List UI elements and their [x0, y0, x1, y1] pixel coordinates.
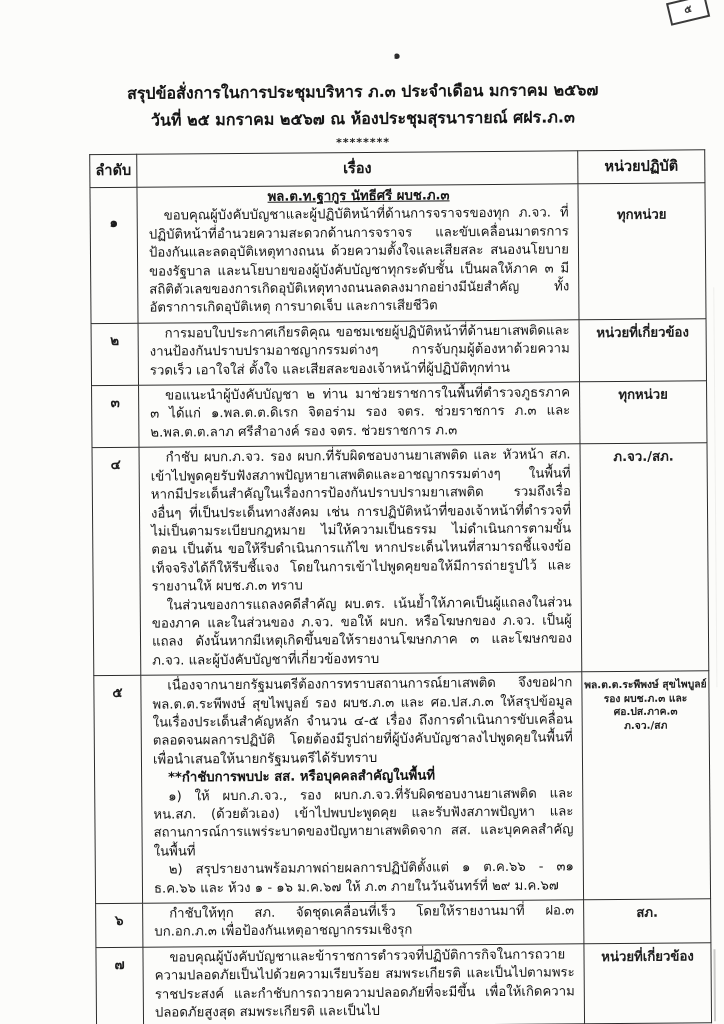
commander-heading: พล.ต.ท.ฐากูร นัทธีศรี ผบช.ภ.๓: [267, 188, 450, 205]
row-number: ๒: [91, 323, 138, 386]
row-subject: [137, 184, 579, 323]
divider-stars: ********: [336, 135, 391, 150]
unit-line: หน่วยที่เกี่ยวข้อง: [601, 949, 694, 965]
scan-artifact-line: [713, 949, 715, 1021]
subject-paragraph: ขอบคุณผู้บังคับบัญชาและข้าราชการตำรวจที่ปฏิบัติการกิจในการถวายความปลอดภัยเป็นไปด้วยความเรียบร้อย สมพระเกียรติ และเป็นไปตามพระราชประสงค์ และกำชับการถวายความปลอดภัยที่จะมีขึ้น เพื่อให้เกิดความปลอดภัยสูงสุด สมพระเกียรติ และเป็นไป: [154, 947, 575, 1021]
row-number: ๕: [94, 675, 143, 903]
row-subject: [141, 672, 584, 903]
column-header-no: ลำดับ: [90, 154, 137, 187]
subject-paragraph: ในส่วนของการแถลงคดีสำคัญ ผบ.ตร. เน้นย้ำให้ภาคเป็นผู้แถลงในส่วนของภาค และในส่วนของ ภ.จว. ขอให้ ผบก. หรือโฆษกของ ภ.จว. เป็นผู้แถลง ดังนั้นหากมีเหตุเกิดขึ้นขอให้รายงานโฆษกภาค ๓ และโฆษกของ ภ.จว. และผู้บังคับบัญชาที่เกี่ยวข้องทราบ: [151, 594, 573, 669]
corner-stamp: [666, 0, 710, 26]
document-subtitle: วันที่ ๒๕ มกราคม ๒๕๖๗ ณ ห้องประชุมสุรนารายณ์ ศฝร.ภ.๓: [150, 107, 575, 130]
row-subject: [138, 320, 579, 386]
row-subject: [143, 944, 585, 1024]
table-row: [94, 671, 711, 904]
table-row: [92, 443, 709, 676]
column-header-subject: เรื่อง: [137, 151, 578, 187]
row-unit: [584, 943, 712, 1024]
subject-paragraph: กำชับ ผบก.ภ.จว. รอง ผบก.ที่รับผิดชอบงานยาเสพติด และ หัวหน้า สภ. เข้าไปพูดคุยรับฟังสภาพปัญหายาเสพติดและอาชญากรรมต่างๆ ในพื้นที่ หากมีประเด็นสำคัญในเรื่องการป้องกันปราบปรามยาเสพติด รวมถึงเรื่องอื่นๆ ที่เป็นประเด็นทางสังคม เช่น การปฏิบัติหน้าที่ของเจ้าหน้าที่ตำรวจที่ไม่เป็นตามระเบียบกฎหมาย ไม่ให้ความเป็นธรรม ไม่ดำเนินการตามขั้นตอน เป็นต้น ขอให้รีบดำเนินการแก้ไข หากประเด็นไหนที่สามารถชี้แจงข้อเท็จจริงได้ก็ให้รีบชี้แจง โดยในการเข้าไปพูดคุยขอให้มีการถ่ายรูปไว้ และรายงานให้ ผบช.ภ.๓ ทราบ: [150, 447, 572, 595]
row-subject: [139, 382, 580, 448]
unit-line: ทุกหน่วย: [616, 207, 667, 224]
subject-paragraph: เนื่องจากนายกรัฐมนตรีต้องการทราบสถานการณ์ยาเสพติด จึงขอฝาก พล.ต.ต.ระพีพงษ์ สุขไพบูลย์ รอง ผบช.ภ.๓ และ ศอ.ปส.ภ.๓ ให้สรุปข้อมูลในเรื่องประเด็นสำคัญหลัก จำนวน ๔-๕ เรื่อง ถึงการดำเนินการขับเคลื่อนตลอดจนผลการปฏิบัติ โดยต้องมีรูปถ่ายที่ผู้บังคับบัญชาลงไปพูดคุยในพื้นที่ เพื่อนำเสนอให้นายกรัฐมนตรีได้รับทราบ: [152, 675, 573, 768]
corner-stamp-label: ๕: [683, 3, 694, 17]
row-subject: [139, 444, 582, 675]
unit-line: พล.ต.ต.ระพีพงษ์ สุขไพบูลย์: [584, 678, 707, 692]
row-number: ๗: [96, 947, 144, 1024]
row-unit: [580, 381, 707, 444]
unit-line: ภ.จว./สภ: [624, 719, 668, 732]
table-row: [90, 183, 706, 324]
subject-paragraph: การมอบใบประกาศเกียรติคุณ ขอชมเชยผู้ปฏิบัติหน้าที่ด้านยาเสพติดและงานป้องกันปราบปรามอาชญากรรมต่างๆ การจับกุมผู้ต้องหาด้วยความรวดเร็ว เอาใจใส่ ตั้งใจ และเสียสละของเจ้าหน้าที่ผู้ปฏิบัติทุกท่าน: [149, 323, 570, 379]
subject-paragraph: ๑) ให้ ผบก.ภ.จว., รอง ผบก.ภ.จว.ที่รับผิดชอบงานยาเสพติด และ หน.สภ. (ด้วยตัวเอง) เข้าไปพบปะพูดคุย และรับฟังสภาพปัญหา และสถานการณ์การแพร่ระบาดของปัญหายาเสพติดจาก สส. และบุคคลสำคัญในพื้นที่: [153, 785, 574, 860]
column-header-unit: หน่วยปฏิบัติ: [578, 150, 705, 184]
table-header-row: [90, 150, 705, 188]
table-row: [96, 899, 711, 948]
scan-artifact-line-faint: [713, 287, 717, 687]
row-unit: [580, 443, 709, 672]
unit-line: สภ.: [636, 905, 659, 921]
subject-paragraph: กำชับให้ทุก สภ. จัดชุดเคลื่อนที่เร็ว โดยให้รายงานมาที่ ฝอ.๓ บก.อก.ภ.๓ เพื่อป้องกันเหตุอาชญากรรมเชิงรุก: [154, 903, 575, 941]
subject-paragraph: ขอแนะนำผู้บังคับบัญชา ๒ ท่าน มาช่วยราชการในพื้นที่ตำรวจภูธรภาค ๓ ได้แก่ ๑.พล.ต.ต.ดิเรก จิตอร่าม รอง จตร. ช่วยราชการ ภ.๓ และ ๒.พล.ต.ต.ลาภ ศรีสำอางค์ รอง จตร. ช่วยราชการ ภ.๓: [150, 385, 571, 441]
row-unit: [584, 899, 711, 944]
unit-line: ทุกหน่วย: [618, 387, 668, 404]
row-number: ๖: [96, 903, 143, 947]
orders-table: [89, 149, 712, 1024]
row-unit: [579, 319, 706, 382]
unit-line: ศอ.ปส.ภาค.๓: [613, 705, 678, 719]
subject-paragraph: ขอบคุณผู้บังคับบัญชาและผู้ปฏิบัติหน้าที่ด้านการจราจรของทุก ภ.จว. ที่ปฏิบัติหน้าที่อำนวยความสะดวกด้านการจราจร และขับเคลื่อนมาตรการป้องกันและลดอุบัติเหตุทางถนน ด้วยความตั้งใจและเสียสละ สนองนโยบายของรัฐบาล และนโยบายของผู้บังคับบัญชาทุกระดับชั้น เป็นผลให้ภาค ๓ มีสถิติตัวเลขของการเกิดอุบัติเหตุทางถนนลดลงมากอย่างมีนัยสำคัญ ทั้งอัตราการเกิดอุบัติเหตุ การบาดเจ็บ และการเสียชีวิต: [148, 205, 570, 317]
unit-line: ภ.จว./สภ.: [613, 449, 674, 466]
page-number: ๑: [393, 48, 401, 62]
subject-paragraph: **กำชับการพบปะ สส. หรือบุคคลสำคัญในพื้นที่: [168, 768, 436, 786]
table-row: [91, 319, 706, 386]
unit-line: รอง ผบช.ภ.๓ และ: [603, 692, 688, 705]
subject-paragraph: ๒) สรุปรายงานพร้อมภาพถ่ายผลการปฏิบัติตั้งแต่ ๑ ต.ค.๖๖ - ๓๑ ธ.ค.๖๖ และ ห้วง ๑ - ๑๖ ม.ค.๖๗ ให้ ภ.๓ ภายในวันจันทร์ที่ ๒๙ ม.ค.๖๗: [153, 859, 574, 897]
row-number: ๑: [90, 187, 138, 323]
row-unit: [578, 183, 706, 320]
unit-line: หน่วยที่เกี่ยวข้อง: [596, 325, 689, 342]
table-row: [96, 943, 712, 1024]
table-row: [92, 381, 707, 448]
row-number: ๓: [92, 385, 139, 448]
row-number: ๔: [92, 448, 141, 676]
document-title: สรุปข้อสั่งการในการประชุมบริหาร ภ.๓ ประจำเดือน มกราคม ๒๕๖๗: [126, 80, 599, 103]
row-subject: [143, 900, 584, 947]
row-unit: [582, 671, 711, 900]
table-body: [90, 183, 712, 1024]
